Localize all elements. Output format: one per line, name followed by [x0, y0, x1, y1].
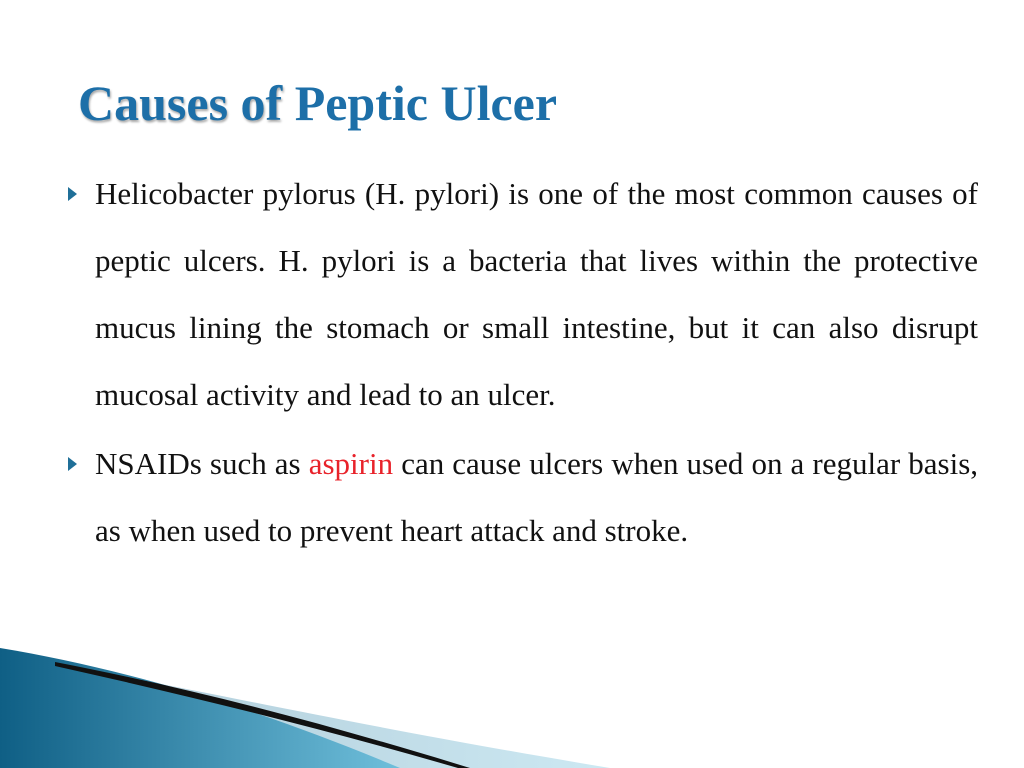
wave-black-stroke — [55, 662, 470, 768]
bullet-list — [95, 160, 978, 566]
bullet-item-h-pylori — [95, 160, 978, 428]
bullet-text-after: can cause ulcers when used on a regular basis, as when used to prevent heart attack and stroke. — [95, 446, 979, 548]
title-part-2: Peptic Ulcer — [294, 75, 558, 131]
highlight-aspirin: aspirin — [308, 446, 394, 481]
wave-blue-band — [0, 648, 400, 768]
bullet-item-nsaids — [95, 430, 978, 564]
bullet-arrow-icon — [68, 187, 77, 201]
bullet-arrow-icon — [68, 457, 77, 471]
wave-light-band — [0, 655, 610, 768]
slide-title — [78, 70, 557, 136]
title-part-1: Causes of — [78, 75, 283, 131]
bullet-text: Helicobacter pylorus (H. pylori) is one of the most common causes of peptic ulcers. H. pylori is a bacteria that lives within the protective mucus lining the stomach or small intestine, but it can also disrupt mucosal activity and lead to an ulcer. — [95, 176, 978, 412]
bullet-text-before: NSAIDs such as — [95, 446, 301, 481]
